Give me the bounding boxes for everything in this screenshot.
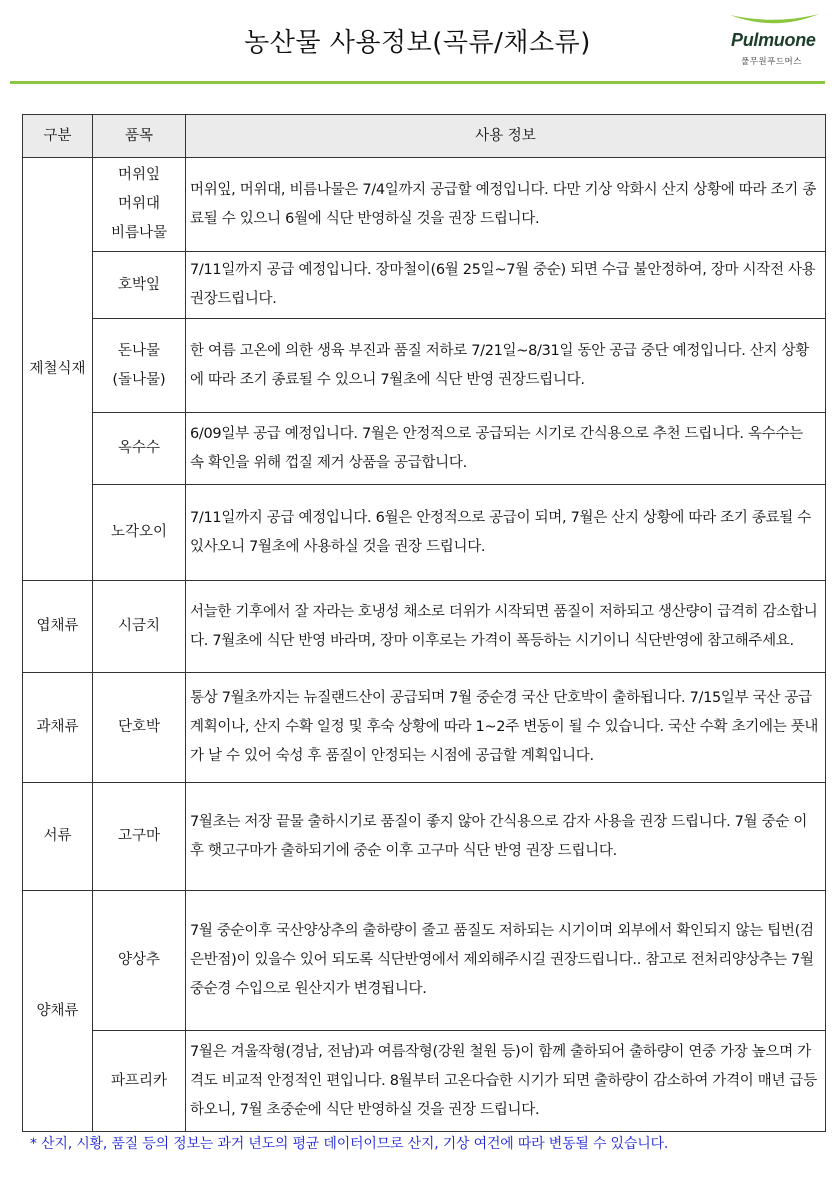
desc-cell: 7월은 겨울작형(경남, 전남)과 여름작형(강원 철원 등)이 함께 출하되어 출하량이 연중 가장 높으며 가격도 비교적 안정적인 편입니다. 8월부터 고온다습한 시기가 되면 출하량이 감소하여 가격이 매년 급등 하오니, 7월 초중순에 식단 반영하실 것을 권장 드립니다. [186, 1031, 826, 1132]
item-cell [93, 783, 186, 891]
item-name: 옥수수 [117, 440, 161, 456]
table-row [23, 783, 826, 891]
item-name: 호박잎 [117, 276, 161, 293]
logo-swoosh-icon [727, 10, 822, 32]
brand-name: Pulmuone [731, 30, 816, 50]
item-cell [93, 891, 186, 1031]
page-title: 농산물 사용정보(곡류/채소류) [244, 28, 591, 58]
table-row [23, 413, 826, 485]
category-cell: 서류 [23, 783, 93, 891]
item-cell [93, 1031, 186, 1132]
desc-cell: 6/09일부 공급 예정입니다. 7월은 안정적으로 공급되는 시기로 간식용으로 추천 드립니다. 옥수수는 속 확인을 위해 껍질 제거 상품을 공급합니다. [186, 413, 826, 485]
table-header-row [23, 115, 826, 158]
item-name: 파프리카 [110, 1072, 168, 1089]
item-name: 노각오이 [110, 524, 168, 540]
table-row [23, 891, 826, 1031]
desc-cell: 통상 7월초까지는 뉴질랜드산이 공급되며 7월 중순경 국산 단호박이 출하됩니다. 7/15일부 국산 공급 계획이나, 산지 수확 일정 및 후숙 상황에 따라 1~2주 변동이 될 수 있습니다. 국산 수확 초기에는 풋내가 날 수 있어 숙성 후 품질이 안정되는 시점에 공급할 계획입니다. [186, 673, 826, 783]
header-item: 품목 [93, 115, 186, 158]
produce-info-table [22, 114, 826, 1132]
item-name: 양상추 [117, 952, 161, 968]
table-row [23, 485, 826, 581]
category-cell: 양채류 [23, 891, 93, 1132]
item-cell [93, 252, 186, 319]
item-name: 시금치 [117, 618, 161, 634]
item-name: 돈나물 [117, 342, 161, 359]
item-cell [93, 485, 186, 581]
item-cell [93, 673, 186, 783]
desc-cell: 한 여름 고온에 의한 생육 부진과 품질 저하로 7/21일~8/31일 동안 공급 중단 예정입니다. 산지 상황에 따라 조기 종료될 수 있으니 7월초에 식단 반영 권장드립니다. [186, 319, 826, 413]
category-cell: 제철식재 [23, 158, 93, 581]
item-cell [93, 158, 186, 252]
header-category: 구분 [23, 115, 93, 158]
desc-cell: 7월초는 저장 끝물 출하시기로 품질이 좋지 않아 간식용으로 감자 사용을 권장 드립니다. 7월 중순 이후 햇고구마가 출하되기에 중순 이후 고구마 식단 반영 권장 드립니다. [186, 783, 826, 891]
table-row [23, 1031, 826, 1132]
item-name: 고구마 [117, 828, 161, 844]
category-cell: 엽채류 [23, 581, 93, 673]
item-name: 머위대 [117, 196, 161, 212]
header-rule [10, 81, 825, 84]
table-row [23, 581, 826, 673]
desc-cell: 7월 중순이후 국산양상추의 출하량이 줄고 품질도 저하되는 시기이며 외부에서 확인되지 않는 팁번(검은반점)이 있을수 있어 되도록 식단반영에서 제외해주시길 권장드립니다.. 참고로 전처리양상추는 7월 중순경 수입으로 원산지가 변경됩니다. [186, 891, 826, 1031]
table-row [23, 158, 826, 252]
item-cell [93, 581, 186, 673]
footnote: * 산지, 시황, 품질 등의 정보는 과거 년도의 평균 데이터이므로 산지, 기상 여건에 따라 변동될 수 있습니다. [30, 1136, 669, 1152]
item-name: 비름나물 [110, 225, 168, 241]
table-row [23, 319, 826, 413]
brand-logo [727, 10, 827, 70]
item-name: 머위잎 [117, 167, 161, 183]
desc-cell: 7/11일까지 공급 예정입니다. 장마철이(6월 25일~7월 중순) 되면 수급 불안정하여, 장마 시작전 사용 권장드립니다. [186, 252, 826, 319]
item-name: 단호박 [117, 719, 161, 735]
brand-sub: 풀무원푸드머스 [741, 57, 802, 67]
item-name: (돌나물) [112, 371, 166, 388]
header-usage-info: 사용 정보 [186, 115, 826, 158]
desc-cell: 7/11일까지 공급 예정입니다. 6월은 안정적으로 공급이 되며, 7월은 산지 상황에 따라 조기 종료될 수 있사오니 7월초에 사용하실 것을 권장 드립니다. [186, 485, 826, 581]
desc-cell: 서늘한 기후에서 잘 자라는 호냉성 채소로 더위가 시작되면 품질이 저하되고 생산량이 급격히 감소합니다. 7월초에 식단 반영 바라며, 장마 이후로는 가격이 폭등하는 시기이니 식단반영에 참고해주세요. [186, 581, 826, 673]
table-row [23, 252, 826, 319]
item-cell [93, 319, 186, 413]
table-row [23, 673, 826, 783]
category-cell: 과채류 [23, 673, 93, 783]
item-cell [93, 413, 186, 485]
desc-cell: 머위잎, 머위대, 비름나물은 7/4일까지 공급할 예정입니다. 다만 기상 악화시 산지 상황에 따라 조기 종료될 수 있으니 6월에 식단 반영하실 것을 권장 드립니다. [186, 158, 826, 252]
